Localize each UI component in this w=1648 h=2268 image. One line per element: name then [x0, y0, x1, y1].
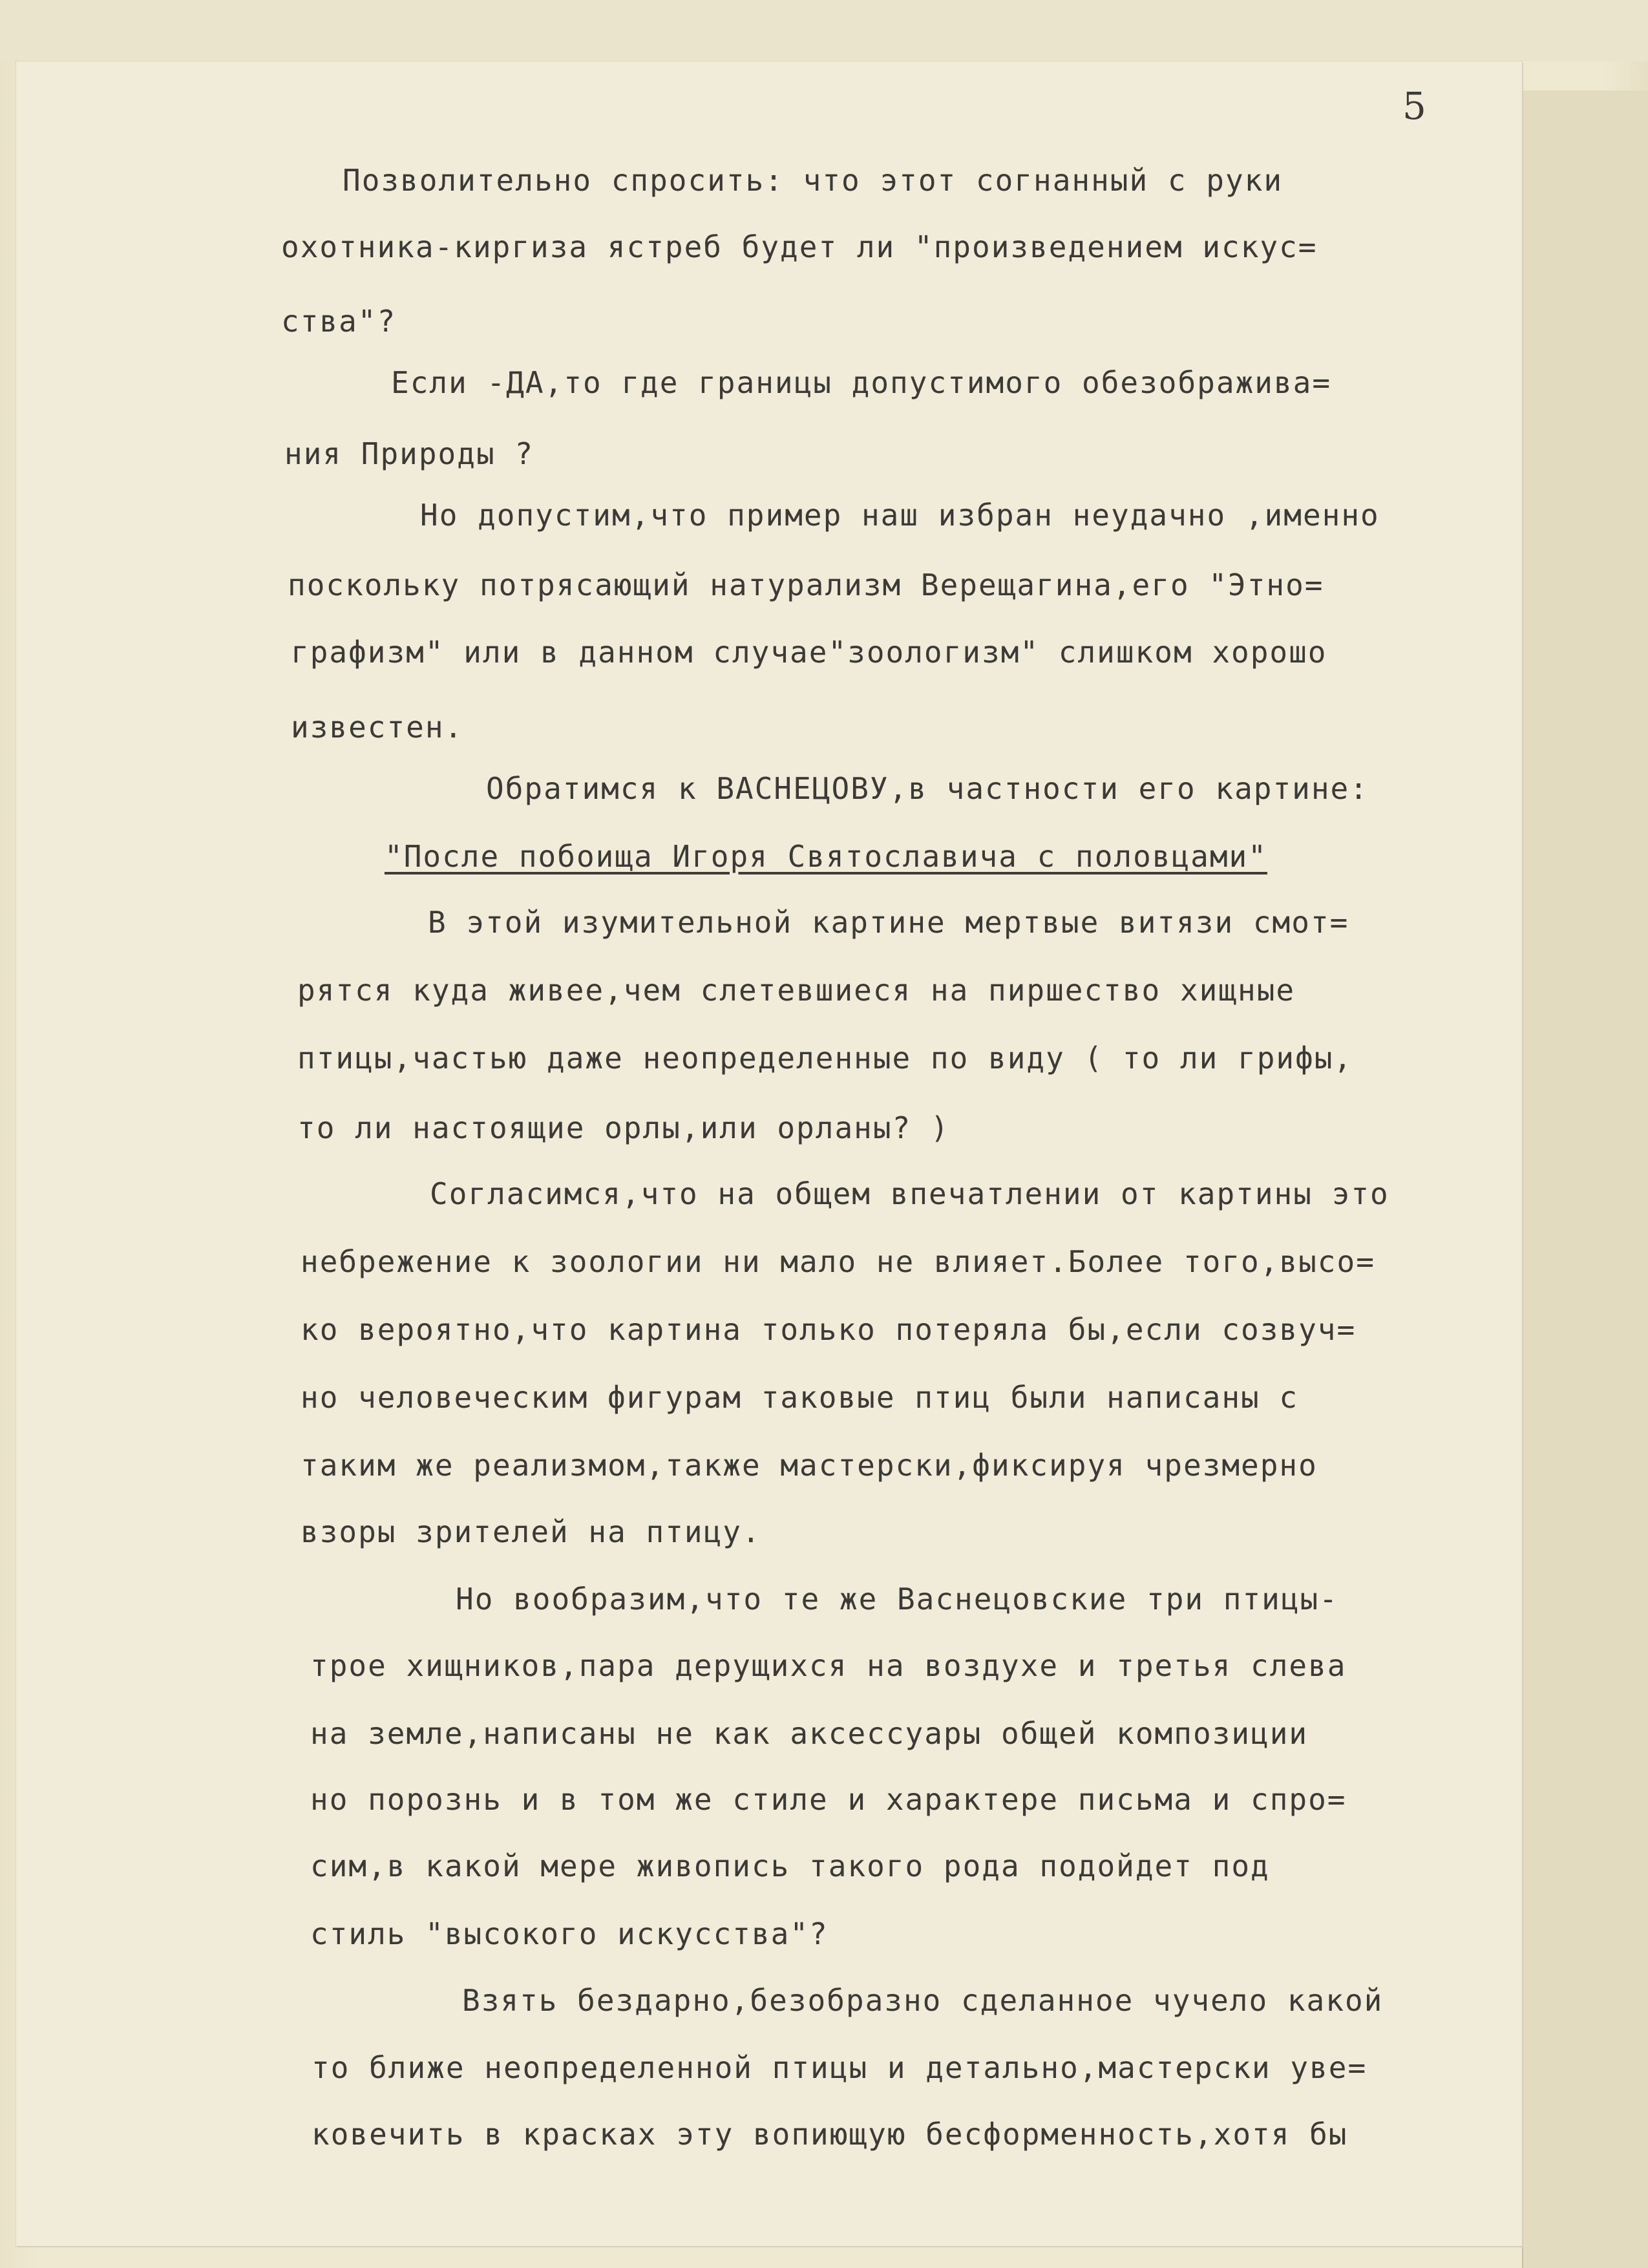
text-line: ства"? [281, 304, 397, 339]
text-line: Взять бездарно,безобразно сделанное чучело какой [462, 1983, 1384, 2018]
text-line: Позволительно спросить: что этот согнанный с руки [343, 163, 1284, 198]
text-line: то ближе неопределенной птицы и детально,мастерски уве= [312, 2050, 1368, 2085]
text-line: Но вообразим,что те же Васнецовские три птицы- [456, 1582, 1338, 1616]
text-line: на земле,написаны не как аксессуары общей композиции [310, 1716, 1309, 1751]
text-line: таким же реализмом,также мастерски,фиксируя чрезмерно [301, 1448, 1318, 1483]
text-line: небрежение к зоологии ни мало не влияет.Более того,высо= [301, 1244, 1375, 1279]
painting-title: "После побоища Игоря Святославича с половцами" [385, 839, 1267, 874]
text-line: но человеческим фигурам таковые птиц были написаны с [301, 1380, 1299, 1415]
text-line: охотника-киргиза ястреб будет ли "произведением искус= [281, 229, 1318, 264]
text-line: ния Природы ? [284, 436, 534, 471]
text-line: то ли настоящие орлы,или орланы? ) [297, 1110, 950, 1145]
text-line: Обратимся к ВАСНЕЦОВУ,в частности его картине: [486, 771, 1369, 806]
text-line: Но допустим,что пример наш избран неудачно ,именно [420, 498, 1380, 533]
text-line: трое хищников,пара дерущихся на воздухе и третья слева [310, 1648, 1347, 1683]
text-line: стиль "высокого искусства"? [310, 1916, 829, 1951]
text-line: взоры зрителей на птицу. [301, 1514, 761, 1549]
text-line: ковечить в красках эту вопиющую бесформенность,хотя бы [312, 2117, 1348, 2152]
text-line: Если -ДА,то где границы допустимого обезображива= [391, 365, 1332, 400]
text-line: ко вероятно,что картина только потеряла бы,если созвуч= [301, 1312, 1357, 1347]
text-line: но порознь и в том же стиле и характере письма и спро= [310, 1782, 1347, 1817]
text-line: графизм" или в данном случае"зоологизм" слишком хорошо [291, 635, 1327, 670]
page-number: 5 [1402, 84, 1426, 128]
text-line: птицы,частью даже неопределенные по виду ( то ли грифы, [297, 1041, 1353, 1076]
text-line: известен. [291, 710, 464, 745]
text-line: рятся куда живее,чем слетевшиеся на пиршество хищные [297, 973, 1296, 1008]
text-line: В этой изумительной картине мертвые витязи смот= [428, 905, 1349, 940]
text-line: сим,в какой мере живопись такого рода подойдет под [310, 1849, 1270, 1883]
text-line: Согласимся,что на общем впечатлении от картины это [430, 1176, 1389, 1211]
text-line: поскольку потрясающий натурализм Верещагина,его "Этно= [288, 567, 1324, 602]
